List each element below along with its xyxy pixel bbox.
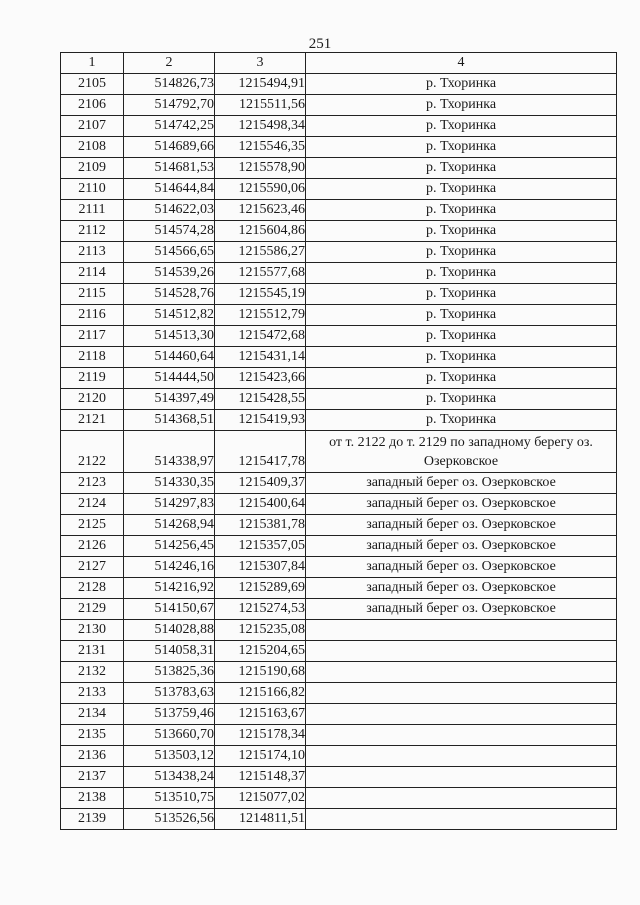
x-coordinate-cell: 514338,97 [124, 431, 215, 473]
y-coordinate-cell: 1214811,51 [215, 809, 306, 830]
x-coordinate-cell: 514150,67 [124, 599, 215, 620]
table-row [61, 410, 617, 431]
y-coordinate-cell: 1215494,91 [215, 74, 306, 95]
table-row [61, 431, 617, 473]
point-number-cell: 2107 [61, 116, 124, 137]
x-coordinate-cell: 514246,16 [124, 557, 215, 578]
description-cell [306, 683, 617, 704]
description-cell: р. Тхоринка [306, 326, 617, 347]
point-number-cell: 2136 [61, 746, 124, 767]
x-coordinate-cell: 514689,66 [124, 137, 215, 158]
y-coordinate-cell: 1215190,68 [215, 662, 306, 683]
x-coordinate-cell: 514528,76 [124, 284, 215, 305]
description-cell: р. Тхоринка [306, 95, 617, 116]
description-cell: западный берег оз. Озерковское [306, 473, 617, 494]
y-coordinate-cell: 1215400,64 [215, 494, 306, 515]
point-number-cell: 2120 [61, 389, 124, 410]
x-coordinate-cell: 514460,64 [124, 347, 215, 368]
header-col-3: 3 [215, 53, 306, 74]
table-row [61, 200, 617, 221]
x-coordinate-cell: 514742,25 [124, 116, 215, 137]
description-cell: западный берег оз. Озерковское [306, 599, 617, 620]
table-row [61, 179, 617, 200]
description-cell: р. Тхоринка [306, 137, 617, 158]
x-coordinate-cell: 514330,35 [124, 473, 215, 494]
x-coordinate-cell: 513783,63 [124, 683, 215, 704]
description-cell: от т. 2122 до т. 2129 по западному берегу оз. Озерковское [306, 431, 617, 473]
x-coordinate-cell: 514216,92 [124, 578, 215, 599]
table-row [61, 158, 617, 179]
y-coordinate-cell: 1215174,10 [215, 746, 306, 767]
table-row [61, 494, 617, 515]
description-cell: р. Тхоринка [306, 410, 617, 431]
table-row [61, 725, 617, 746]
point-number-cell: 2113 [61, 242, 124, 263]
y-coordinate-cell: 1215204,65 [215, 641, 306, 662]
table-row [61, 389, 617, 410]
x-coordinate-cell: 514028,88 [124, 620, 215, 641]
x-coordinate-cell: 514268,94 [124, 515, 215, 536]
description-cell: р. Тхоринка [306, 242, 617, 263]
y-coordinate-cell: 1215235,08 [215, 620, 306, 641]
table-row [61, 746, 617, 767]
x-coordinate-cell: 514513,30 [124, 326, 215, 347]
x-coordinate-cell: 514256,45 [124, 536, 215, 557]
point-number-cell: 2132 [61, 662, 124, 683]
y-coordinate-cell: 1215419,93 [215, 410, 306, 431]
x-coordinate-cell: 514512,82 [124, 305, 215, 326]
x-coordinate-cell: 514297,83 [124, 494, 215, 515]
table-row [61, 74, 617, 95]
x-coordinate-cell: 514826,73 [124, 74, 215, 95]
x-coordinate-cell: 514368,51 [124, 410, 215, 431]
x-coordinate-cell: 513526,56 [124, 809, 215, 830]
description-cell: р. Тхоринка [306, 200, 617, 221]
point-number-cell: 2130 [61, 620, 124, 641]
header-col-1: 1 [61, 53, 124, 74]
table-row [61, 557, 617, 578]
point-number-cell: 2134 [61, 704, 124, 725]
table-row [61, 809, 617, 830]
point-number-cell: 2109 [61, 158, 124, 179]
table-row [61, 95, 617, 116]
point-number-cell: 2121 [61, 410, 124, 431]
y-coordinate-cell: 1215586,27 [215, 242, 306, 263]
y-coordinate-cell: 1215166,82 [215, 683, 306, 704]
description-cell: р. Тхоринка [306, 368, 617, 389]
description-cell [306, 788, 617, 809]
table-row [61, 326, 617, 347]
description-cell: р. Тхоринка [306, 389, 617, 410]
description-cell: р. Тхоринка [306, 116, 617, 137]
description-cell [306, 746, 617, 767]
point-number-cell: 2117 [61, 326, 124, 347]
x-coordinate-cell: 513825,36 [124, 662, 215, 683]
point-number-cell: 2105 [61, 74, 124, 95]
table-row [61, 683, 617, 704]
x-coordinate-cell: 513510,75 [124, 788, 215, 809]
y-coordinate-cell: 1215578,90 [215, 158, 306, 179]
x-coordinate-cell: 514622,03 [124, 200, 215, 221]
point-number-cell: 2137 [61, 767, 124, 788]
table-row [61, 242, 617, 263]
description-cell [306, 725, 617, 746]
point-number-cell: 2123 [61, 473, 124, 494]
x-coordinate-cell: 513759,46 [124, 704, 215, 725]
x-coordinate-cell: 514574,28 [124, 221, 215, 242]
table-row [61, 368, 617, 389]
table-row [61, 536, 617, 557]
table-row [61, 788, 617, 809]
point-number-cell: 2127 [61, 557, 124, 578]
y-coordinate-cell: 1215178,34 [215, 725, 306, 746]
table-row [61, 515, 617, 536]
description-cell [306, 641, 617, 662]
y-coordinate-cell: 1215289,69 [215, 578, 306, 599]
y-coordinate-cell: 1215381,78 [215, 515, 306, 536]
point-number-cell: 2115 [61, 284, 124, 305]
point-number-cell: 2128 [61, 578, 124, 599]
y-coordinate-cell: 1215546,35 [215, 137, 306, 158]
y-coordinate-cell: 1215472,68 [215, 326, 306, 347]
y-coordinate-cell: 1215590,06 [215, 179, 306, 200]
header-col-4: 4 [306, 53, 617, 74]
description-cell [306, 767, 617, 788]
point-number-cell: 2129 [61, 599, 124, 620]
y-coordinate-cell: 1215623,46 [215, 200, 306, 221]
y-coordinate-cell: 1215163,67 [215, 704, 306, 725]
description-cell: западный берег оз. Озерковское [306, 578, 617, 599]
description-cell: р. Тхоринка [306, 305, 617, 326]
point-number-cell: 2125 [61, 515, 124, 536]
description-cell: р. Тхоринка [306, 158, 617, 179]
table-row [61, 473, 617, 494]
x-coordinate-cell: 514681,53 [124, 158, 215, 179]
y-coordinate-cell: 1215417,78 [215, 431, 306, 473]
y-coordinate-cell: 1215511,56 [215, 95, 306, 116]
description-cell [306, 662, 617, 683]
description-cell: р. Тхоринка [306, 179, 617, 200]
point-number-cell: 2124 [61, 494, 124, 515]
y-coordinate-cell: 1215431,14 [215, 347, 306, 368]
point-number-cell: 2112 [61, 221, 124, 242]
y-coordinate-cell: 1215148,37 [215, 767, 306, 788]
y-coordinate-cell: 1215409,37 [215, 473, 306, 494]
point-number-cell: 2119 [61, 368, 124, 389]
point-number-cell: 2126 [61, 536, 124, 557]
table-row [61, 284, 617, 305]
table-row [61, 767, 617, 788]
table-row [61, 641, 617, 662]
x-coordinate-cell: 514539,26 [124, 263, 215, 284]
point-number-cell: 2108 [61, 137, 124, 158]
point-number-cell: 2118 [61, 347, 124, 368]
description-cell: р. Тхоринка [306, 263, 617, 284]
point-number-cell: 2133 [61, 683, 124, 704]
point-number-cell: 2116 [61, 305, 124, 326]
x-coordinate-cell: 513503,12 [124, 746, 215, 767]
y-coordinate-cell: 1215307,84 [215, 557, 306, 578]
description-cell [306, 620, 617, 641]
x-coordinate-cell: 514644,84 [124, 179, 215, 200]
x-coordinate-cell: 514792,70 [124, 95, 215, 116]
y-coordinate-cell: 1215604,86 [215, 221, 306, 242]
table-row [61, 347, 617, 368]
table-row [61, 116, 617, 137]
table-row [61, 578, 617, 599]
x-coordinate-cell: 514444,50 [124, 368, 215, 389]
table-row [61, 704, 617, 725]
y-coordinate-cell: 1215077,02 [215, 788, 306, 809]
y-coordinate-cell: 1215577,68 [215, 263, 306, 284]
table-row [61, 221, 617, 242]
description-cell: западный берег оз. Озерковское [306, 536, 617, 557]
description-cell: р. Тхоринка [306, 221, 617, 242]
y-coordinate-cell: 1215357,05 [215, 536, 306, 557]
x-coordinate-cell: 513438,24 [124, 767, 215, 788]
description-cell [306, 809, 617, 830]
page-number: 251 [308, 36, 332, 52]
y-coordinate-cell: 1215423,66 [215, 368, 306, 389]
table-row [61, 599, 617, 620]
coordinates-table [60, 52, 617, 830]
y-coordinate-cell: 1215512,79 [215, 305, 306, 326]
table-row [61, 662, 617, 683]
y-coordinate-cell: 1215274,53 [215, 599, 306, 620]
point-number-cell: 2110 [61, 179, 124, 200]
point-number-cell: 2106 [61, 95, 124, 116]
description-cell: западный берег оз. Озерковское [306, 494, 617, 515]
point-number-cell: 2131 [61, 641, 124, 662]
table-row [61, 620, 617, 641]
table-row [61, 263, 617, 284]
table-row [61, 137, 617, 158]
table-row [61, 305, 617, 326]
x-coordinate-cell: 513660,70 [124, 725, 215, 746]
point-number-cell: 2111 [61, 200, 124, 221]
y-coordinate-cell: 1215428,55 [215, 389, 306, 410]
description-cell: западный берег оз. Озерковское [306, 515, 617, 536]
x-coordinate-cell: 514397,49 [124, 389, 215, 410]
point-number-cell: 2114 [61, 263, 124, 284]
y-coordinate-cell: 1215498,34 [215, 116, 306, 137]
description-cell: р. Тхоринка [306, 347, 617, 368]
description-cell: западный берег оз. Озерковское [306, 557, 617, 578]
description-cell: р. Тхоринка [306, 74, 617, 95]
x-coordinate-cell: 514566,65 [124, 242, 215, 263]
header-col-2: 2 [124, 53, 215, 74]
point-number-cell: 2139 [61, 809, 124, 830]
x-coordinate-cell: 514058,31 [124, 641, 215, 662]
point-number-cell: 2135 [61, 725, 124, 746]
point-number-cell: 2122 [61, 431, 124, 473]
point-number-cell: 2138 [61, 788, 124, 809]
table-header-row [61, 53, 617, 74]
y-coordinate-cell: 1215545,19 [215, 284, 306, 305]
description-cell [306, 704, 617, 725]
description-cell: р. Тхоринка [306, 284, 617, 305]
